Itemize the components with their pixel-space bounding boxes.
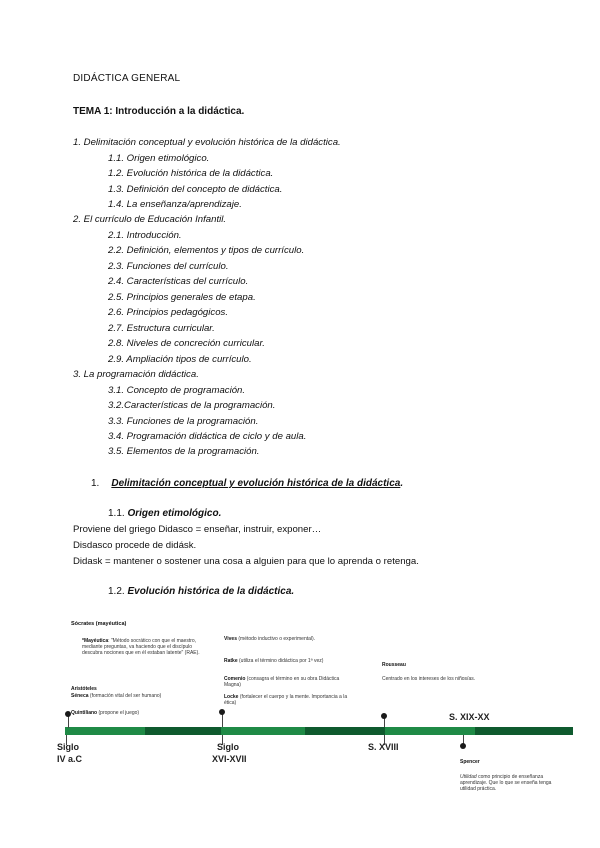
subsection-number: 1.2. bbox=[108, 586, 125, 597]
spencer-name: Spencer bbox=[460, 759, 480, 765]
ratke-text: (utiliza el término didáctica por 1ª vez) bbox=[237, 658, 324, 664]
toc-item-3: 3. La programación didáctica. bbox=[73, 369, 199, 380]
vives-note bbox=[224, 636, 339, 642]
subsection-title: Evolución histórica de la didáctica. bbox=[127, 586, 295, 597]
seneca-note bbox=[71, 693, 181, 699]
locke-note bbox=[224, 694, 349, 706]
comenio-text: (consagra el término en su obra Didáctica Magna) bbox=[224, 676, 340, 688]
comenio-name: Comenio bbox=[224, 676, 246, 682]
label-siglo-xvi: Siglo bbox=[217, 742, 239, 752]
spencer-text: como principio de enseñanza aprendizaje. Que lo que se enseña tenga utilidad práctica. bbox=[460, 774, 552, 792]
toc-subitem: 3.4. Programación didáctica de ciclo y de aula. bbox=[108, 431, 307, 442]
mayeutica-text: : "Método socrático con que el maestro, mediante preguntas, va haciendo que el discípulo descubra nociones que en él estaban latente" (RAE). bbox=[82, 638, 200, 656]
timeline-dot-rousseau bbox=[381, 713, 387, 719]
topic-heading: TEMA 1: Introducción a la didáctica. bbox=[73, 106, 245, 117]
section-number: 1. bbox=[91, 478, 100, 489]
quintiliano-text: (propone el juego) bbox=[97, 710, 140, 716]
label-siglo-xix-xx: S. XIX-XX bbox=[449, 712, 490, 722]
spencer-utilidad: Utilidad bbox=[460, 774, 477, 780]
label-siglo-xviii: S. XVIII bbox=[368, 742, 399, 752]
seneca-text: (formación vital del ser humano) bbox=[88, 693, 162, 699]
toc-subitem: 2.2. Definición, elementos y tipos de currículo. bbox=[108, 245, 305, 256]
locke-text: (fortalecer el cuerpo y la mente. Importancia a la ética) bbox=[224, 694, 348, 706]
vives-text: (método inductivo o experimental). bbox=[236, 636, 316, 642]
quintiliano-note bbox=[71, 710, 201, 716]
timeline-bar bbox=[65, 727, 573, 735]
section-title: Delimitación conceptual y evolución histórica de la didáctica bbox=[111, 478, 401, 489]
ratke-note bbox=[224, 658, 344, 664]
subsection-number: 1.1. bbox=[108, 508, 125, 519]
toc-subitem: 1.4. La enseñanza/aprendizaje. bbox=[108, 199, 242, 210]
toc-subitem: 2.1. Introducción. bbox=[108, 230, 182, 241]
toc-subitem: 3.1. Concepto de programación. bbox=[108, 385, 246, 396]
toc-subitem: 2.3. Funciones del currículo. bbox=[108, 261, 229, 272]
spencer-note bbox=[460, 774, 560, 792]
subsection-heading bbox=[108, 586, 294, 597]
timeline-dot-quintiliano bbox=[65, 711, 71, 717]
section-title-end: . bbox=[400, 478, 404, 489]
locke-name: Locke bbox=[224, 694, 239, 700]
aristoteles-label: Aristóteles bbox=[71, 686, 97, 692]
toc-item-1: 1. Delimitación conceptual y evolución histórica de la didáctica. bbox=[73, 137, 341, 148]
toc-subitem: 1.1. Origen etimológico. bbox=[108, 153, 210, 164]
label-iv-ac: IV a.C bbox=[57, 754, 83, 764]
subsection-title: Origen etimológico. bbox=[127, 508, 222, 519]
toc-subitem: 2.7. Estructura curricular. bbox=[108, 323, 215, 334]
paragraph: Proviene del griego Didasco = enseñar, instruir, exponer… bbox=[73, 524, 322, 535]
section-heading bbox=[91, 478, 403, 489]
toc-subitem: 2.5. Principios generales de etapa. bbox=[108, 292, 256, 303]
toc-subitem: 1.2. Evolución histórica de la didáctica. bbox=[108, 168, 274, 179]
paragraph: Didask = mantener o sostener una cosa a alguien para que lo aprenda o retenga. bbox=[73, 556, 419, 567]
toc-subitem: 3.2.Características de la programación. bbox=[108, 400, 276, 411]
rousseau-text: Centrado en los intereses de los niños/as. bbox=[382, 676, 476, 682]
ratke-name: Ratke bbox=[224, 658, 238, 664]
socrates-title: Sócrates (mayéutica) bbox=[71, 621, 127, 627]
label-xvi-xvii: XVI-XVII bbox=[212, 754, 247, 764]
seneca-name: Séneca bbox=[71, 693, 89, 699]
history-timeline bbox=[52, 612, 572, 822]
timeline-dot-spencer bbox=[460, 743, 466, 749]
mayeutica-term: *Mayéutica bbox=[82, 638, 109, 644]
toc-item-2: 2. El currículo de Educación Infantil. bbox=[73, 214, 227, 225]
toc-subitem: 3.3. Funciones de la programación. bbox=[108, 416, 259, 427]
toc-subitem: 2.4. Características del currículo. bbox=[108, 276, 249, 287]
comenio-note bbox=[224, 676, 346, 688]
toc-subitem: 1.3. Definición del concepto de didáctica. bbox=[108, 184, 283, 195]
rousseau-name: Rousseau bbox=[382, 662, 406, 668]
document-title: DIDÁCTICA GENERAL bbox=[73, 73, 181, 84]
toc-subitem: 2.8. Niveles de concreción curricular. bbox=[108, 338, 265, 349]
toc-subitem: 3.5. Elementos de la programación. bbox=[108, 446, 260, 457]
toc-subitem: 2.9. Ampliación tipos de currículo. bbox=[108, 354, 252, 365]
quintiliano-name: Quintiliano bbox=[71, 710, 98, 716]
vives-name: Vives bbox=[224, 636, 237, 642]
subsection-heading bbox=[108, 508, 221, 519]
toc-subitem: 2.6. Principios pedagógicos. bbox=[108, 307, 228, 318]
paragraph: Disdasco procede de didásk. bbox=[73, 540, 197, 551]
mayeutica-note bbox=[82, 638, 200, 656]
label-siglo-iv: Siglo bbox=[57, 742, 79, 752]
timeline-dot-locke bbox=[219, 709, 225, 715]
